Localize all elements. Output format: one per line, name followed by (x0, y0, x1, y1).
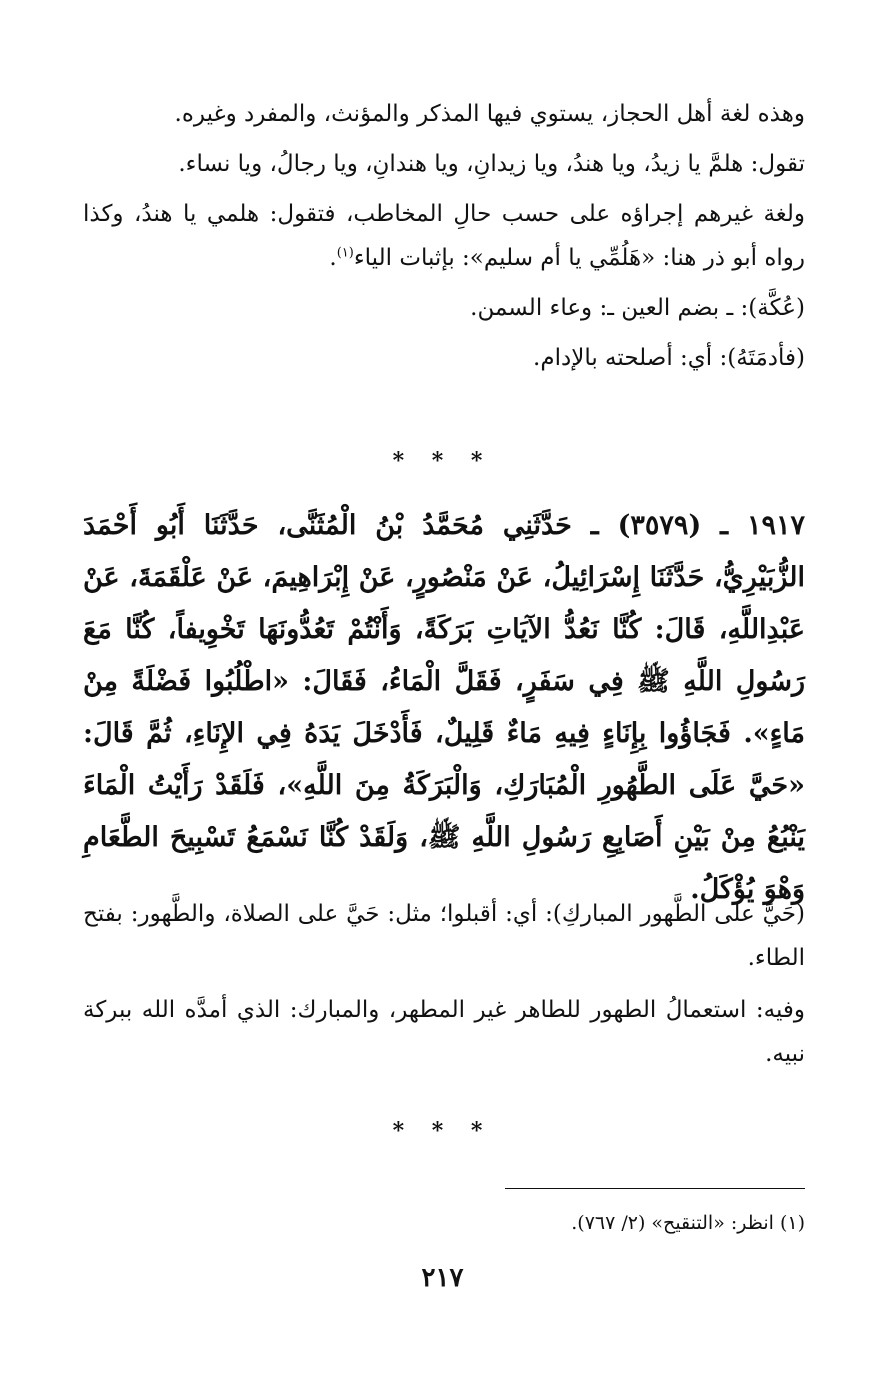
section-separator-1: * * * (392, 448, 493, 474)
hadith-section (83, 500, 805, 916)
footnote: (١) انظر: «التنقيح» (٢/ ٧٦٧). (571, 1212, 805, 1234)
hadith-text: ١٩١٧ ـ (٣٥٧٩) ـ حَدَّثَنِي مُحَمَّدُ بْنُ الْمُثَنَّى، حَدَّثَنَا أَبُو أَحْمَدَ الزُّبَيْرِيُّ، حَدَّثَنَا إِسْرَائِيلُ، عَنْ مَنْصُورٍ، عَنْ إِبْرَاهِيمَ، عَنْ عَلْقَمَةَ، عَنْ عَبْدِاللَّهِ، قَالَ: كُنَّا نَعُدُّ الآيَاتِ بَرَكَةً، وَأَنْتُمْ تَعُدُّونَهَا تَخْوِيفاً، كُنَّا مَعَ رَسُولِ اللَّهِ ﷺ فِي سَفَرٍ، فَقَلَّ الْمَاءُ، فَقَالَ: «اطْلُبُوا فَضْلَةً مِنْ مَاءٍ». فَجَاؤُوا بِإِنَاءٍ فِيهِ مَاءٌ قَلِيلٌ، فَأَدْخَلَ يَدَهُ فِي الإِنَاءِ، ثُمَّ قَالَ: «حَيَّ عَلَى الطَّهُورِ الْمُبَارَكِ، وَالْبَرَكَةُ مِنَ اللَّهِ»، فَلَقَدْ رَأَيْتُ الْمَاءَ يَنْبُعُ مِنْ بَيْنِ أَصَابِعِ رَسُولِ اللَّهِ ﷺ، وَلَقَدْ كُنَّا نَسْمَعُ تَسْبِيحَ الطَّعَامِ وَهْوَ يُؤْكَلُ. (83, 510, 805, 905)
commentary-section (83, 892, 805, 1076)
section-separator-2: * * * (392, 1118, 493, 1144)
commentary-paragraph-2: وفيه: استعمالُ الطهور للطاهر غير المطهر، والمبارك: الذي أمدَّه الله ببركة نبيه. (83, 997, 805, 1067)
definition-ukka: (عُكَّة): ـ بضم العين ـ: وعاء السمن. (470, 295, 805, 321)
footnote-reference: (١) (336, 245, 354, 261)
definition-fa-adamathu: (فأدمَتَهُ): أي: أصلحته بالإدام. (533, 345, 805, 371)
intro-paragraph-3-end: . (329, 245, 337, 271)
intro-paragraph-3 (83, 192, 805, 280)
intro-paragraph-1: وهذه لغة أهل الحجاز، يستوي فيها المذكر والمؤنث، والمفرد وغيره. (174, 101, 805, 127)
intro-paragraph-2: تقول: هلمَّ يا زيدُ، ويا هندُ، ويا زيدانِ، ويا هندانِ، ويا رجالُ، ويا نساء. (178, 151, 805, 177)
footnote-divider (505, 1188, 805, 1189)
commentary-paragraph-1: (حَيَّ على الطَّهور المباركِ): أي: أقبلوا؛ مثل: حَيَّ على الصلاة، والطَّهور: بفتح الطاء. (83, 901, 805, 971)
page-number: ٢١٧ (421, 1263, 464, 1293)
intro-paragraph-3-text: ولغة غيرهم إجراؤه على حسب حالِ المخاطب، فتقول: هلمي يا هندُ، وكذا رواه أبو ذر هنا: «هَلُمِّي يا أم سليم»: بإثبات الياء (83, 201, 805, 271)
intro-section (83, 92, 805, 380)
